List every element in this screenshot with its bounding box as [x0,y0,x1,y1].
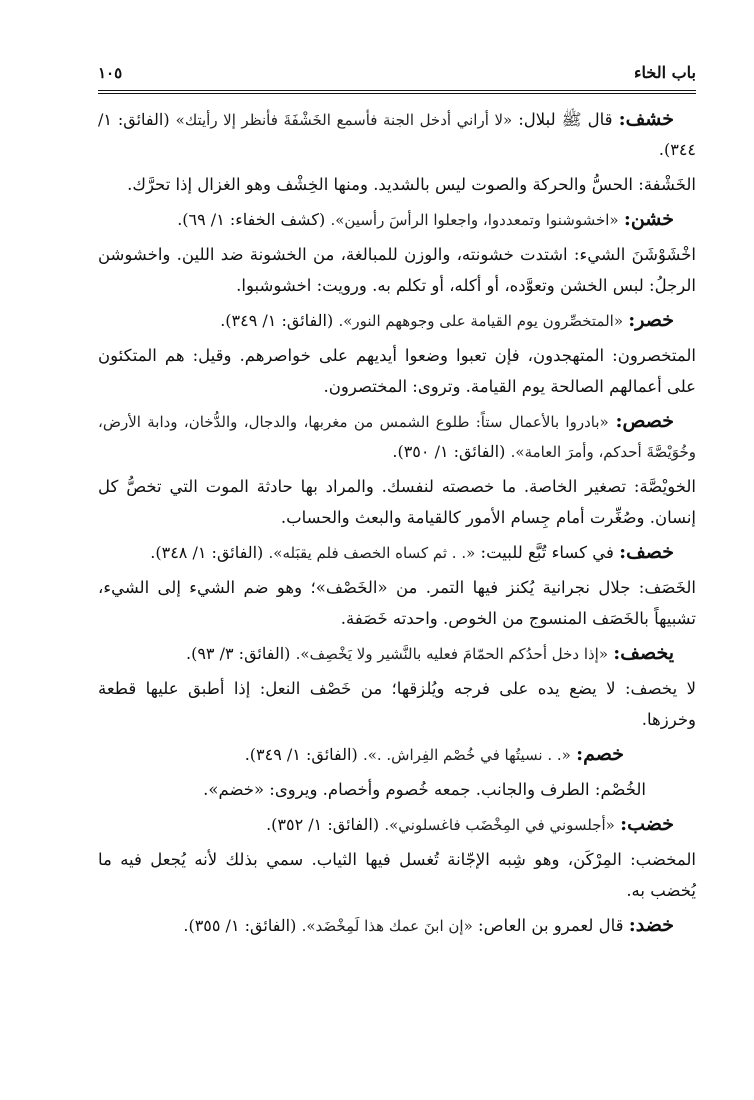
entry-intro: قال ﷺ لبلال: [518,110,613,129]
dictionary-entry [98,204,696,235]
entry-explanation: الخُصْم: الطرف والجانب. جمعه خُصوم وأخصام. ويروى: «خضم». [203,780,646,799]
hadith-quote: «لا أراني أدخل الجنة فأسمع الخَشْفَةَ فأنظر إلا رأيتك» [175,111,513,129]
source-citation: (الفائق: ١/ ٣٥٠). [392,442,506,461]
dictionary-entry [98,537,696,568]
entry-intro: في كساء تُبَّع للبيت: [480,543,614,562]
source-citation: (الفائق: ١/ ٣٤٤). [98,110,696,159]
source-citation: (الفائق: ١/ ٣٥٢). [266,815,380,834]
page-number: ١٠٥ [98,64,123,82]
header-double-rule [98,90,696,94]
source-citation: (الفائق: ١/ ٣٤٩). [220,311,334,330]
entry-explanation: الخَصَف: جلال نجرانية يُكنز فيها التمر. من «الخَصْف»؛ وهو ضم الشيء إلى الشيء، تشبيهاً بالخَصَف المنسوج من الخوص. واحدته خَصَفة. [98,578,696,628]
hadith-quote: «إن ابنَ عمك هذا لَمِخْضَد». [301,917,473,935]
source-citation: (الفائق: ١/ ٣٥٥). [183,916,297,935]
source-citation: (كشف الخفاء: ١/ ٦٩). [177,210,326,229]
entry-explanation: المخضب: المِرْكَن، وهو شِبه الإجّانة تُغسل فيها الثياب. سمي بذلك لأنه يُجعل فيه ما يُخضب به. [98,850,696,900]
source-citation: (الفائق: ٣/ ٩٣). [186,644,291,663]
hadith-quote: «بادروا بالأعمال ستاً: طلوع الشمس من مغربها، والدجال، والدُّخان، ودابة الأرض، وخُوَيْصَّةَ أحدكم، وأمرَ العامة». [98,413,696,461]
hadith-quote: «المتخصِّرون يوم القيامة على وجوههم النور». [338,312,624,330]
book-page [98,58,696,945]
dictionary-entry [98,638,696,669]
page-body [98,104,696,941]
entry-explanation: الخويْصَّة: تصغير الخاصة. ما خصصته لنفسك. والمراد بها حادثة الموت التي تخصُّ كل إنسان. وصُغِّرت أمام جِسام الأمور كالقيامة والبعث والحساب. [98,477,696,527]
dictionary-entry [98,739,696,770]
hadith-quote: «أجلسوني في المِخْضَب فاغسلوني». [384,816,615,834]
running-head-title: باب الخاء [633,63,696,82]
running-head [98,58,696,88]
entry-headword: خصر: [628,309,674,331]
dictionary-entry [98,104,696,165]
entry-headword: خشن: [623,208,674,230]
entry-headword: خضد: [628,914,674,936]
hadith-quote: «اخشوشنوا وتمعددوا، واجعلوا الرأسَ رأسين». [330,211,619,229]
hadith-quote: «. . ثم كساه الخصف فلم يقبَله». [268,544,476,562]
entry-explanation: اخْشَوْشَنَ الشيء: اشتدت خشونته، والوزن للمبالغة، من الخشونة ضد اللين. واخشوشن الرجلُ: لبس الخشن وتعوَّده، أو أكله، أو تكلم به. ورويت: اخشوشبوا. [98,245,696,295]
entry-headword: خصم: [576,743,624,765]
dictionary-entry [98,809,696,840]
entry-headword: خشف: [618,108,674,130]
entry-headword: خصص: [615,410,675,432]
entry-explanation: المتخصرون: المتهجدون، فإن تعبوا وضعوا أيديهم على خواصرهم. وقيل: هم المتكئون على أعمالهم الصالحة يوم القيامة. وتروى: المختصرون. [98,346,696,396]
entry-intro: قال لعمرو بن العاص: [478,916,624,935]
hadith-quote: «إذا دخل أحدُكم الحمّامَ فعليه بالنَّشير ولا يَخْصِف». [295,645,609,663]
source-citation: (الفائق: ١/ ٣٤٨). [150,543,264,562]
dictionary-entry [98,305,696,336]
dictionary-entry [98,910,696,941]
entry-headword: خصف: [619,541,674,563]
entry-headword: يخصف: [613,642,674,664]
entry-explanation: لا يخصف: لا يضع يده على فرجه ويُلزقها؛ من خَصْف النعل: إذا أطبق عليها قطعة وخرزها. [98,679,696,729]
entry-explanation: الخَشْفة: الحسُّ والحركة والصوت ليس بالشديد. ومنها الخِشْف وهو الغزال إذا تحرَّك. [127,175,696,194]
hadith-quote: «. . نسيتُها في خُصْم الفِراش. .». [362,746,571,764]
source-citation: (الفائق: ١/ ٣٤٩). [244,745,358,764]
entry-headword: خضب: [620,813,674,835]
dictionary-entry [98,406,696,467]
